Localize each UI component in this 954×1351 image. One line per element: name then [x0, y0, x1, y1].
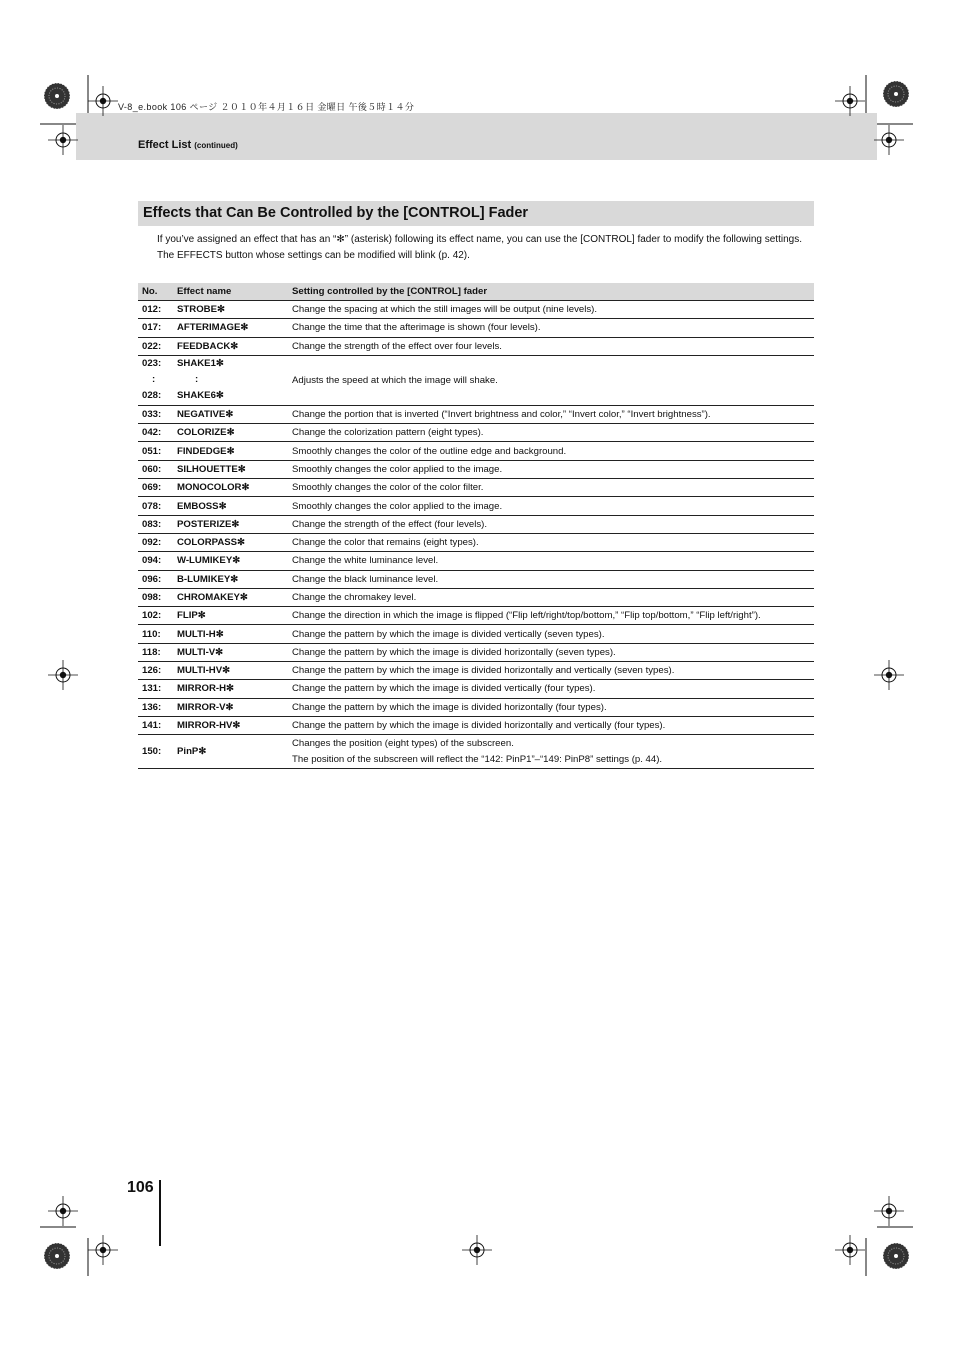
effect-number: 131:	[138, 680, 173, 698]
header-no: No.	[138, 283, 173, 301]
effect-number: 126:	[138, 662, 173, 680]
effect-name: W-LUMIKEY✻	[173, 552, 288, 570]
effect-name: COLORPASS✻	[173, 533, 288, 551]
header-setting: Setting controlled by the [CONTROL] fader	[288, 283, 814, 301]
effect-setting: Change the white luminance level.	[288, 552, 814, 570]
effect-number: 051:	[138, 442, 173, 460]
effect-number-end: 028:	[142, 390, 162, 402]
effect-setting: Change the chromakey level.	[288, 588, 814, 606]
effect-name: PinP✻	[173, 735, 288, 769]
effect-name: AFTERIMAGE✻	[173, 319, 288, 337]
registration-mark-icon	[835, 1235, 865, 1265]
intro-paragraph: If you’ve assigned an effect that has an “✻” (asterisk) following its effect name, you can use the [CONTROL] fader to modify the following settings. The EFFECTS button whose settings can be modified will blink (p. 42).	[157, 234, 802, 261]
effect-setting: Change the pattern by which the image is divided horizontally and vertically (four types).	[288, 716, 814, 734]
effect-number: 118:	[138, 643, 173, 661]
effect-name: MULTI-H✻	[173, 625, 288, 643]
registration-mark-icon	[835, 86, 865, 116]
effect-setting: Change the colorization pattern (eight types).	[288, 424, 814, 442]
effect-name: MIRROR-H✻	[173, 680, 288, 698]
effect-setting: Change the pattern by which the image is divided vertically (four types).	[288, 680, 814, 698]
effect-number: 069:	[138, 479, 173, 497]
star-target-icon	[883, 81, 909, 107]
effect-number: 141:	[138, 716, 173, 734]
effect-setting: Changes the position (eight types) of the subscreen.	[292, 737, 514, 749]
registration-mark-icon	[874, 125, 904, 155]
effect-name: STROBE✻	[173, 301, 288, 319]
registration-mark-icon	[88, 1235, 118, 1265]
effect-setting: Smoothly changes the color of the color filter.	[288, 479, 814, 497]
effect-name: MULTI-HV✻	[173, 662, 288, 680]
effect-setting: Smoothly changes the color applied to the image.	[288, 497, 814, 515]
effect-name: SHAKE1✻	[177, 358, 224, 370]
star-target-icon	[883, 1243, 909, 1269]
effect-name: B-LUMIKEY✻	[173, 570, 288, 588]
running-head-continued: (continued)	[194, 141, 238, 150]
section-title: Effects that Can Be Controlled by the [CONTROL] Fader	[143, 205, 529, 221]
effect-number: 060:	[138, 460, 173, 478]
effect-setting: Change the pattern by which the image is divided horizontally (four types).	[288, 698, 814, 716]
effect-setting: Change the pattern by which the image is divided horizontally (seven types).	[288, 643, 814, 661]
effect-number: 023:	[142, 358, 162, 370]
effect-number: 033:	[138, 405, 173, 423]
effect-number: 017:	[138, 319, 173, 337]
effect-number: 094:	[138, 552, 173, 570]
range-ellipsis: :	[152, 374, 156, 386]
registration-mark-icon	[48, 1196, 78, 1226]
effect-setting: Smoothly changes the color applied to the image.	[288, 460, 814, 478]
effect-setting: Change the strength of the effect (four levels).	[288, 515, 814, 533]
range-ellipsis: :	[195, 374, 199, 386]
effect-number: 083:	[138, 515, 173, 533]
effect-setting-note: The position of the subscreen will reflect the “142: PinP1”–“149: PinP8” settings (p. 44).	[292, 753, 663, 765]
registration-mark-icon	[88, 86, 118, 116]
effect-setting: Change the black luminance level.	[288, 570, 814, 588]
effect-number: 092:	[138, 533, 173, 551]
effect-setting: Change the direction in which the image is flipped (“Flip left/right/top/bottom,” “Flip top/bottom,” “Flip left/right”).	[288, 607, 814, 625]
effect-number: 098:	[138, 588, 173, 606]
effect-setting: Change the spacing at which the still images will be output (nine levels).	[288, 301, 814, 319]
book-info: V-8_e.book 106 ページ ２０１０年４月１６日 金曜日 午後５時１４分	[118, 102, 415, 112]
registration-mark-icon	[874, 1196, 904, 1226]
effect-setting: Change the color that remains (eight types).	[288, 533, 814, 551]
effect-setting: Change the time that the afterimage is shown (four levels).	[288, 319, 814, 337]
star-target-icon	[44, 83, 70, 109]
effect-number: 012:	[138, 301, 173, 319]
effect-name: MULTI-V✻	[173, 643, 288, 661]
effect-name: MIRROR-V✻	[173, 698, 288, 716]
effect-name: FEEDBACK✻	[173, 337, 288, 355]
registration-mark-icon	[48, 660, 78, 690]
effect-name: EMBOSS✻	[173, 497, 288, 515]
running-head-title: Effect List	[138, 139, 192, 151]
effect-number: 150:	[138, 735, 173, 769]
effect-setting: Change the portion that is inverted (“Invert brightness and color,” “Invert color,” “Invert brightness”).	[288, 405, 814, 423]
effect-setting: Adjusts the speed at which the image will shake.	[288, 355, 814, 405]
effect-name: SILHOUETTE✻	[173, 460, 288, 478]
registration-mark-icon	[48, 125, 78, 155]
effect-number: 078:	[138, 497, 173, 515]
effect-number: 110:	[138, 625, 173, 643]
effect-name: MIRROR-HV✻	[173, 716, 288, 734]
star-target-icon	[44, 1243, 70, 1269]
effect-name: NEGATIVE✻	[173, 405, 288, 423]
header-effect-name: Effect name	[173, 283, 288, 301]
effect-name: CHROMAKEY✻	[173, 588, 288, 606]
page-number: 106	[127, 1179, 154, 1196]
effect-number: 022:	[138, 337, 173, 355]
effect-name-end: SHAKE6✻	[177, 390, 224, 402]
effect-name: MONOCOLOR✻	[173, 479, 288, 497]
effect-setting: Change the strength of the effect over four levels.	[288, 337, 814, 355]
effect-name: FINDEDGE✻	[173, 442, 288, 460]
effect-number: 042:	[138, 424, 173, 442]
effect-setting: Change the pattern by which the image is divided horizontally and vertically (seven types).	[288, 662, 814, 680]
effect-number: 096:	[138, 570, 173, 588]
effect-name: POSTERIZE✻	[173, 515, 288, 533]
effect-setting: Change the pattern by which the image is divided vertically (seven types).	[288, 625, 814, 643]
effect-number: 102:	[138, 607, 173, 625]
registration-mark-icon	[462, 1235, 492, 1265]
effect-name: FLIP✻	[173, 607, 288, 625]
effect-setting: Smoothly changes the color of the outline edge and background.	[288, 442, 814, 460]
effect-name: COLORIZE✻	[173, 424, 288, 442]
registration-mark-icon	[874, 660, 904, 690]
effect-number: 136:	[138, 698, 173, 716]
